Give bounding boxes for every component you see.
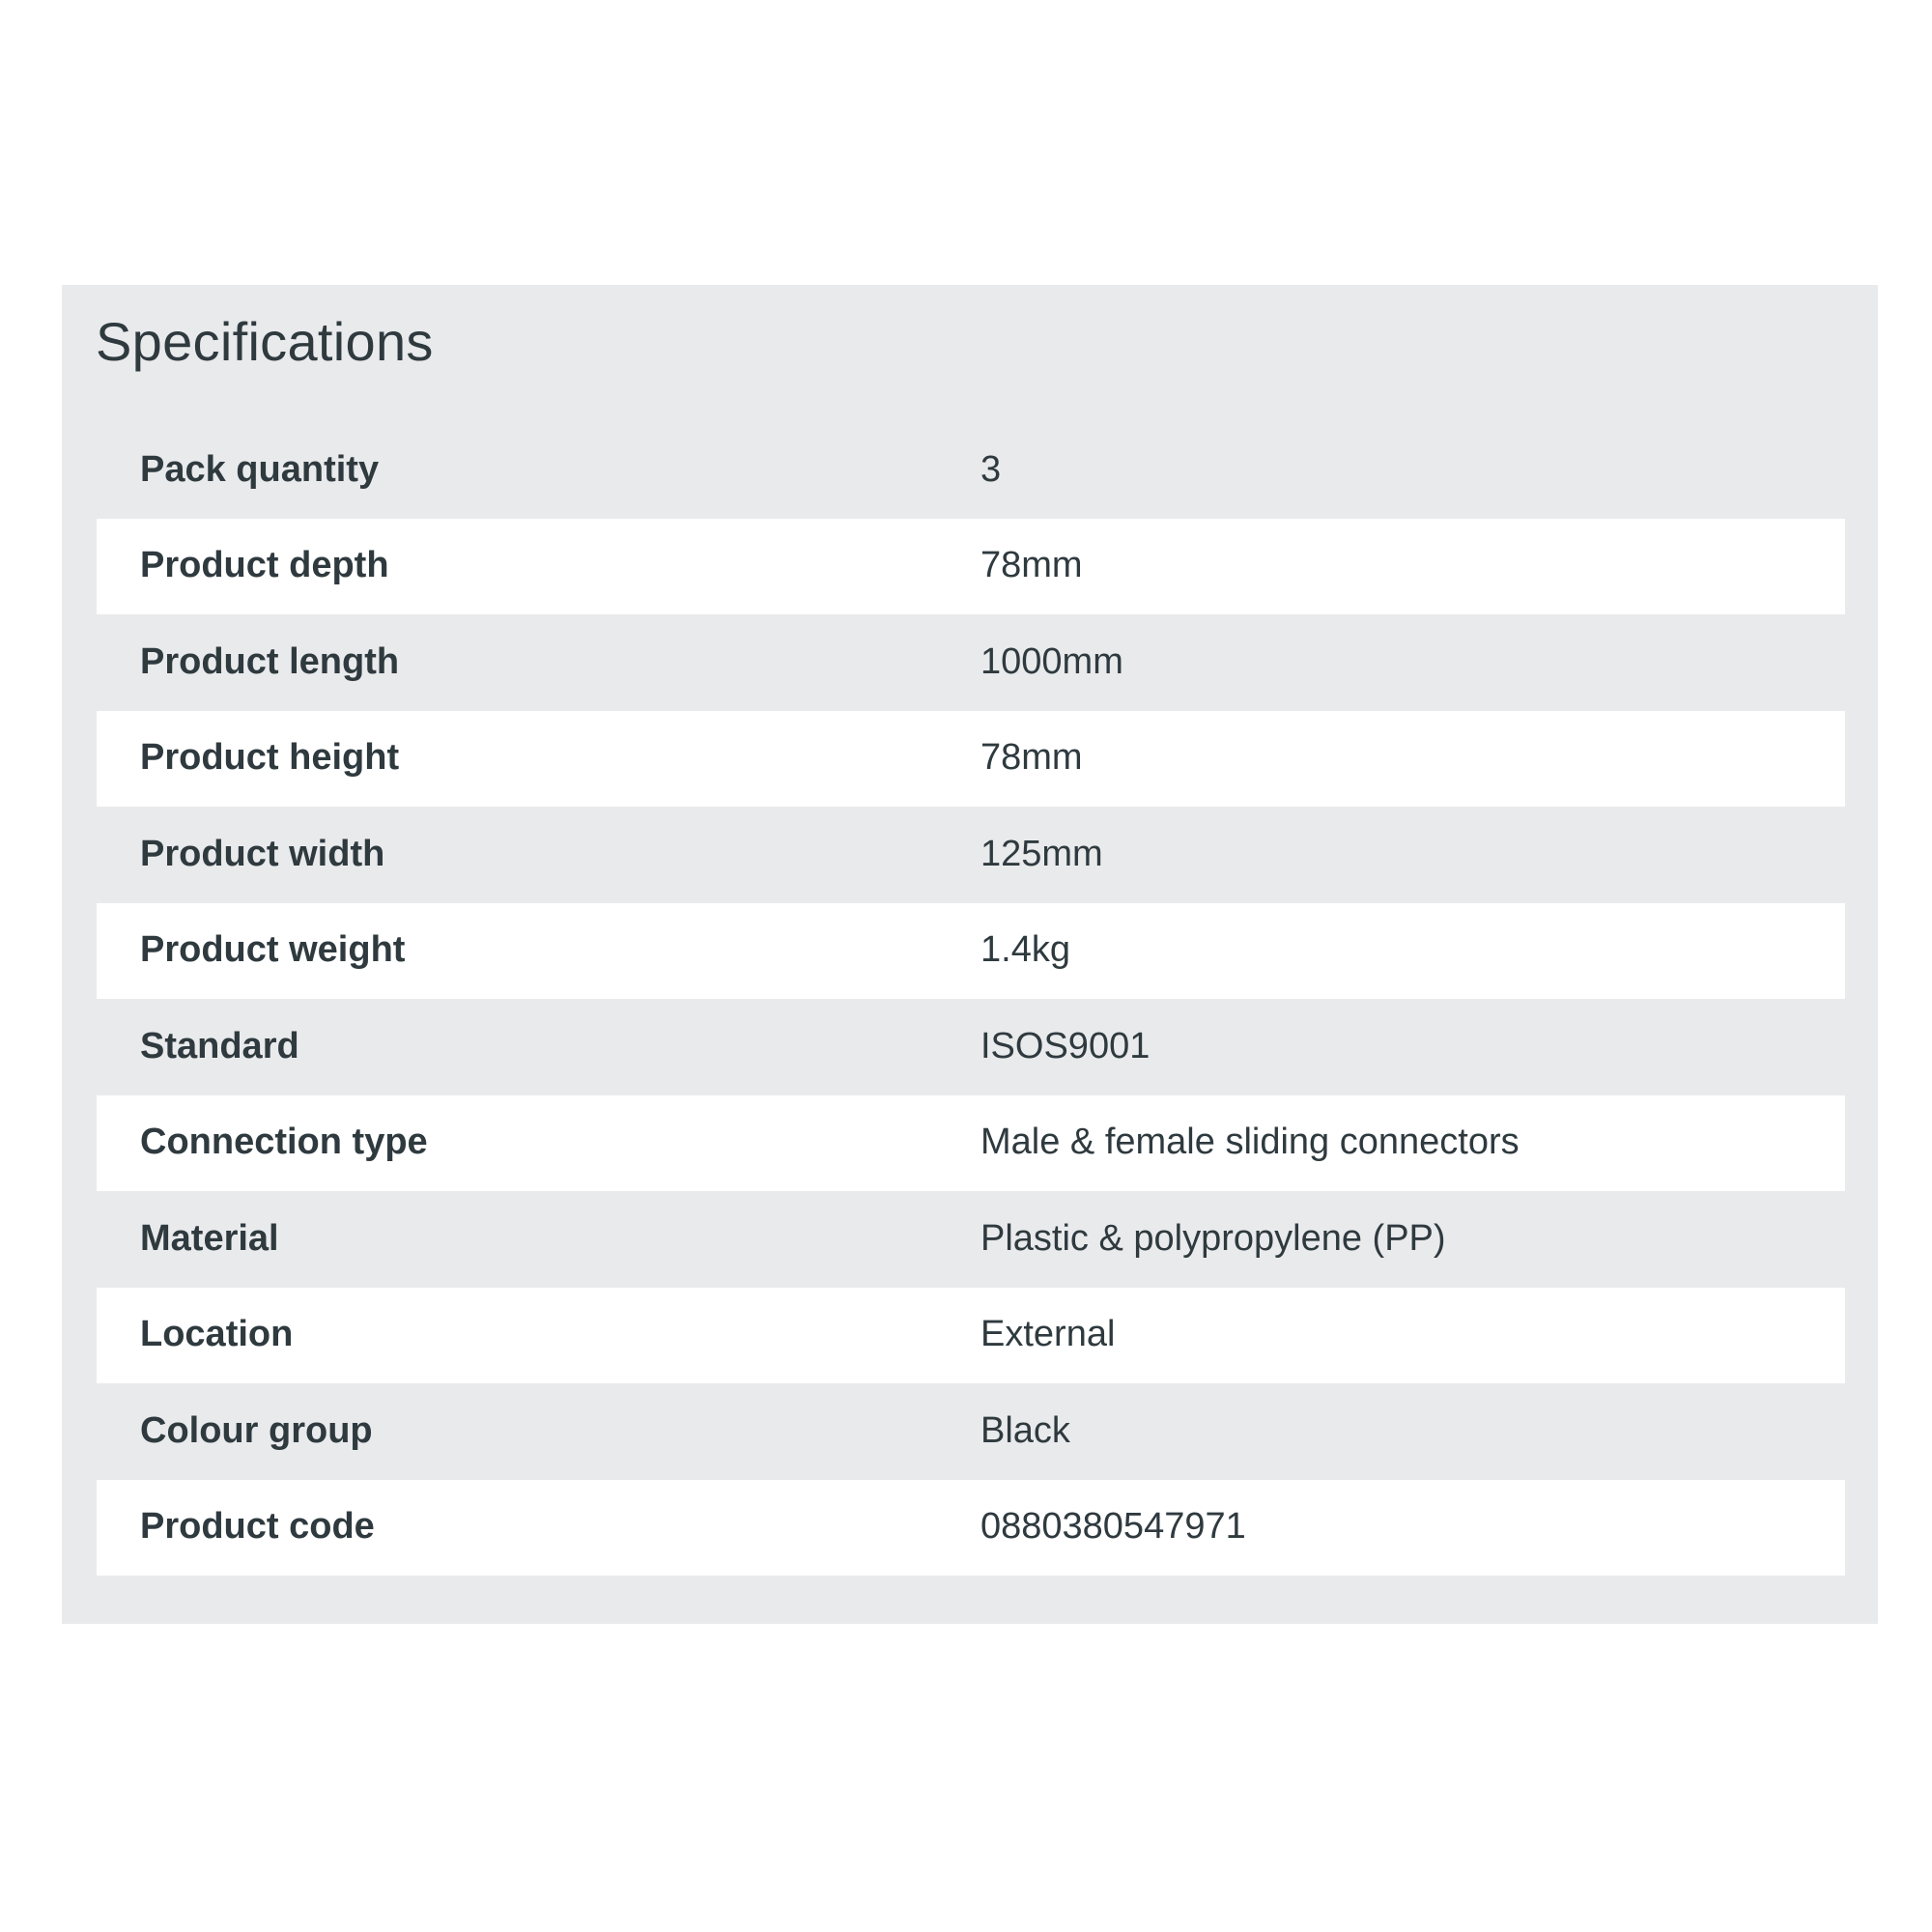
spec-value: Plastic & polypropylene (PP) (980, 1217, 1446, 1259)
spec-value: 78mm (980, 737, 1083, 779)
spec-row-product-width (97, 807, 1845, 903)
spec-row-product-depth (97, 519, 1845, 615)
spec-label: Product length (140, 640, 400, 682)
spec-label: Colour group (140, 1409, 373, 1451)
spec-value: Male & female sliding connectors (980, 1122, 1520, 1163)
spec-row-connection-type (97, 1095, 1845, 1192)
spec-label: Product depth (140, 545, 389, 586)
spec-label: Product code (140, 1506, 375, 1548)
specifications-panel (62, 285, 1878, 1624)
spec-row-colour-group (97, 1383, 1845, 1480)
spec-value: 78mm (980, 545, 1083, 586)
spec-label: Product weight (140, 929, 406, 971)
spec-row-product-height (97, 711, 1845, 808)
spec-row-standard (97, 999, 1845, 1095)
specifications-title: Specifications (96, 311, 434, 372)
spec-value: Black (980, 1409, 1070, 1451)
spec-label: Product width (140, 833, 385, 874)
spec-row-product-length (97, 614, 1845, 711)
spec-label: Product height (140, 737, 400, 779)
spec-row-material (97, 1191, 1845, 1288)
spec-value: ISOS9001 (980, 1025, 1151, 1066)
spec-row-product-code (97, 1480, 1845, 1577)
spec-value: 0880380547971 (980, 1506, 1246, 1548)
spec-label: Connection type (140, 1122, 428, 1163)
spec-value: External (980, 1314, 1116, 1355)
spec-value: 125mm (980, 833, 1103, 874)
spec-label: Pack quantity (140, 448, 380, 490)
spec-row-product-weight (97, 903, 1845, 1000)
spec-label: Location (140, 1314, 294, 1355)
spec-row-location (97, 1288, 1845, 1384)
spec-row-pack-quantity (97, 422, 1845, 519)
spec-label: Standard (140, 1025, 299, 1066)
spec-value: 1000mm (980, 640, 1123, 682)
spec-label: Material (140, 1217, 279, 1259)
spec-value: 3 (980, 448, 1002, 490)
spec-value: 1.4kg (980, 929, 1070, 971)
specifications-table (97, 422, 1845, 1576)
